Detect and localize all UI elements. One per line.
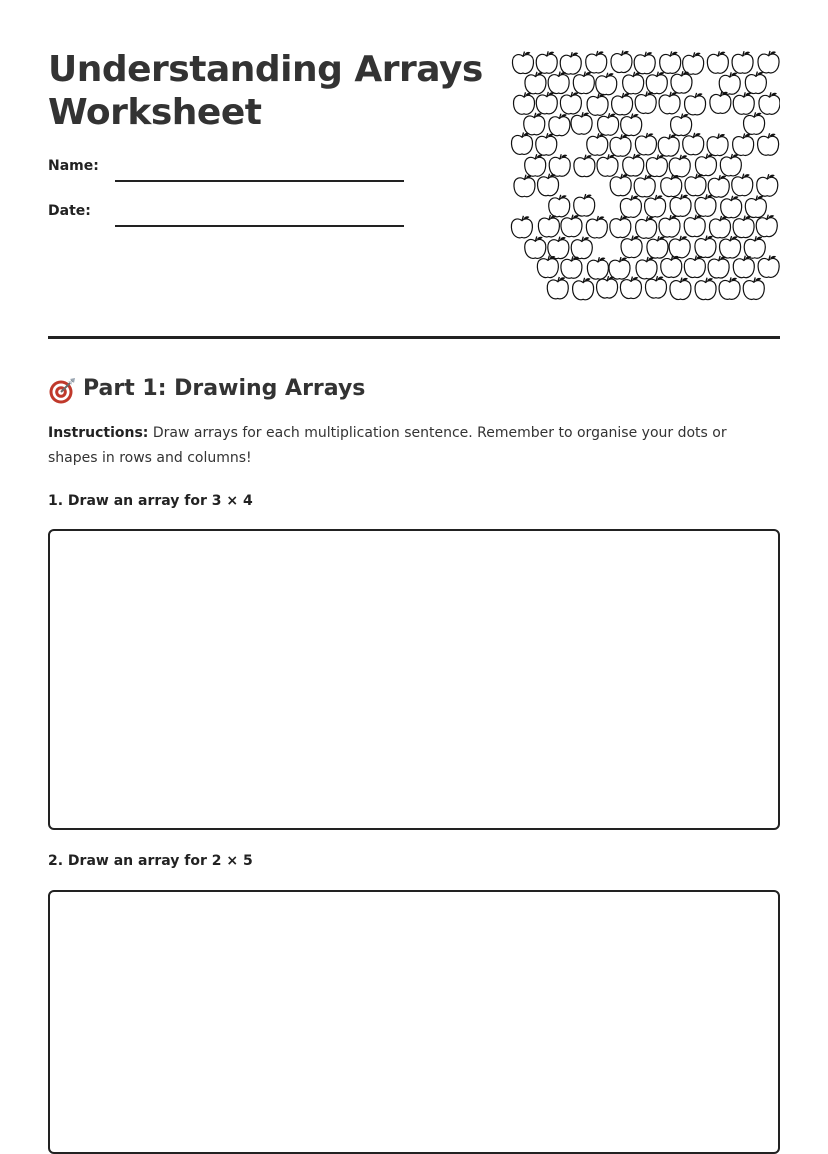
apple-shape [659, 215, 680, 237]
apple-shape [669, 236, 690, 258]
apple-shape [547, 277, 568, 299]
name-write-line[interactable] [115, 180, 404, 182]
apple-shape [612, 93, 633, 115]
apple-shape [695, 236, 716, 258]
apple-shape [597, 154, 618, 176]
apple-shape [536, 92, 557, 114]
apple-shape [573, 72, 594, 94]
apple-shape [645, 195, 666, 217]
apple-shape [560, 52, 581, 74]
apple-shape [758, 133, 779, 155]
apple-shape [744, 112, 765, 134]
apple-shape [661, 255, 682, 277]
apple-shape [561, 215, 582, 237]
part1-title: Part 1: Drawing Arrays [83, 376, 366, 401]
apple-shape [671, 114, 692, 136]
apple-shape [610, 134, 631, 156]
apple-shape [512, 52, 533, 74]
apple-shape [548, 237, 569, 259]
apple-shape [721, 196, 742, 218]
apple-shape [732, 174, 753, 196]
apple-shape [621, 236, 642, 258]
question-1-drawing-area[interactable] [48, 529, 780, 830]
apple-shape [549, 154, 570, 176]
apple-shape [635, 91, 656, 113]
apple-shape [710, 91, 731, 113]
apple-shape [598, 113, 619, 135]
apple-shape [695, 194, 716, 216]
apple-shape [707, 134, 728, 156]
apple-shape [548, 72, 569, 94]
apple-shape [669, 155, 690, 177]
apple-shape [685, 93, 706, 115]
header-divider [48, 336, 780, 339]
apple-shape [732, 51, 753, 73]
apple-shape [708, 175, 729, 197]
apple-shape [720, 236, 741, 258]
apple-shape [623, 72, 644, 94]
name-field [48, 156, 408, 186]
apple-shape [549, 195, 570, 217]
apple-shape [571, 112, 592, 134]
worksheet-page [48, 0, 780, 1118]
apple-shape [719, 72, 740, 94]
worksheet-header [48, 0, 780, 340]
apple-shape [634, 175, 655, 197]
question-1-label: 1. Draw an array for 3 × 4 [48, 493, 253, 509]
apple-shape [561, 256, 582, 278]
apple-shape [525, 72, 546, 94]
apple-shape [695, 278, 716, 300]
apple-shape [597, 276, 618, 298]
apple-shape [586, 51, 607, 73]
apple-shape [620, 277, 641, 299]
apple-shape [634, 52, 655, 74]
apple-shape [745, 196, 766, 218]
apple-shape [621, 114, 642, 136]
apple-shape [758, 51, 779, 73]
apple-shape [744, 236, 765, 258]
apple-shape [536, 51, 557, 73]
apple-shape [733, 133, 754, 155]
apple-shape [611, 51, 632, 73]
instructions-text [48, 421, 780, 471]
date-label: Date: [48, 203, 91, 219]
target-icon [48, 377, 76, 405]
instructions-label: Instructions: [48, 425, 149, 441]
apple-shape [537, 256, 558, 278]
apple-shape [587, 93, 608, 115]
apple-shape [525, 236, 546, 258]
apple-shape [645, 276, 666, 298]
apple-shape [708, 256, 729, 278]
apple-shape [684, 215, 705, 237]
apple-shape [571, 237, 592, 259]
apple-shape [587, 257, 608, 279]
apple-shape [670, 278, 691, 300]
apple-shape [659, 92, 680, 114]
apple-shape [720, 154, 741, 176]
apple-shape [610, 216, 631, 238]
apple-shape [636, 216, 657, 238]
apple-shape [560, 92, 581, 114]
apple-shape [549, 114, 570, 136]
apple-shape [513, 92, 534, 114]
apple-shape [684, 256, 705, 278]
apple-shape [524, 113, 545, 135]
apple-shape [683, 133, 704, 155]
apple-shape [658, 134, 679, 156]
apple-shape [660, 51, 681, 73]
question-2-drawing-area[interactable] [48, 890, 780, 1154]
apple-shape [646, 72, 667, 94]
apple-shape [685, 174, 706, 196]
apple-shape [587, 133, 608, 155]
apple-shape [707, 51, 728, 73]
apple-shape [733, 92, 754, 114]
apple-shape [586, 216, 607, 238]
apple-shape [538, 215, 559, 237]
apple-shape [525, 154, 546, 176]
apple-shape [756, 215, 777, 237]
apple-shape [670, 194, 691, 216]
apple-shape [623, 154, 644, 176]
apple-shape [536, 133, 557, 155]
apple-shape [511, 132, 532, 154]
apple-shape [596, 73, 617, 95]
apple-shape [609, 257, 630, 279]
page-title: Understanding Arrays Worksheet [48, 49, 483, 133]
apple-shape [574, 194, 595, 216]
apple-shape [757, 174, 778, 196]
apple-shape [538, 174, 559, 196]
apple-shape [733, 216, 754, 238]
apple-shape [647, 236, 668, 258]
apple-shape [745, 72, 766, 94]
apple-shape [514, 175, 535, 197]
apple-shape [646, 155, 667, 177]
date-write-line[interactable] [115, 225, 404, 227]
apple-shape [661, 175, 682, 197]
apple-shape [709, 216, 730, 238]
apple-shape [511, 216, 532, 238]
instructions-body: Draw arrays for each multiplication sentence. Remember to organise your dots or shapes in rows and columns! [48, 425, 727, 466]
apple-shape [759, 92, 780, 114]
question-2-label: 2. Draw an array for 2 × 5 [48, 853, 253, 869]
apple-shape [683, 52, 704, 74]
apple-shape [733, 256, 754, 278]
apple-shape [719, 277, 740, 299]
apple-shape [636, 257, 657, 279]
date-field [48, 201, 408, 231]
apple-shape [573, 278, 594, 300]
part1-heading [48, 374, 780, 406]
apple-shape [758, 255, 779, 277]
apple-shape [574, 155, 595, 177]
apple-shape [743, 277, 764, 299]
apple-shape [620, 195, 641, 217]
apple-shape [695, 154, 716, 176]
apple-shape [671, 71, 692, 93]
apple-shape [610, 174, 631, 196]
name-label: Name: [48, 158, 99, 174]
apple-grid-icon [510, 50, 780, 312]
apple-shape [635, 133, 656, 155]
